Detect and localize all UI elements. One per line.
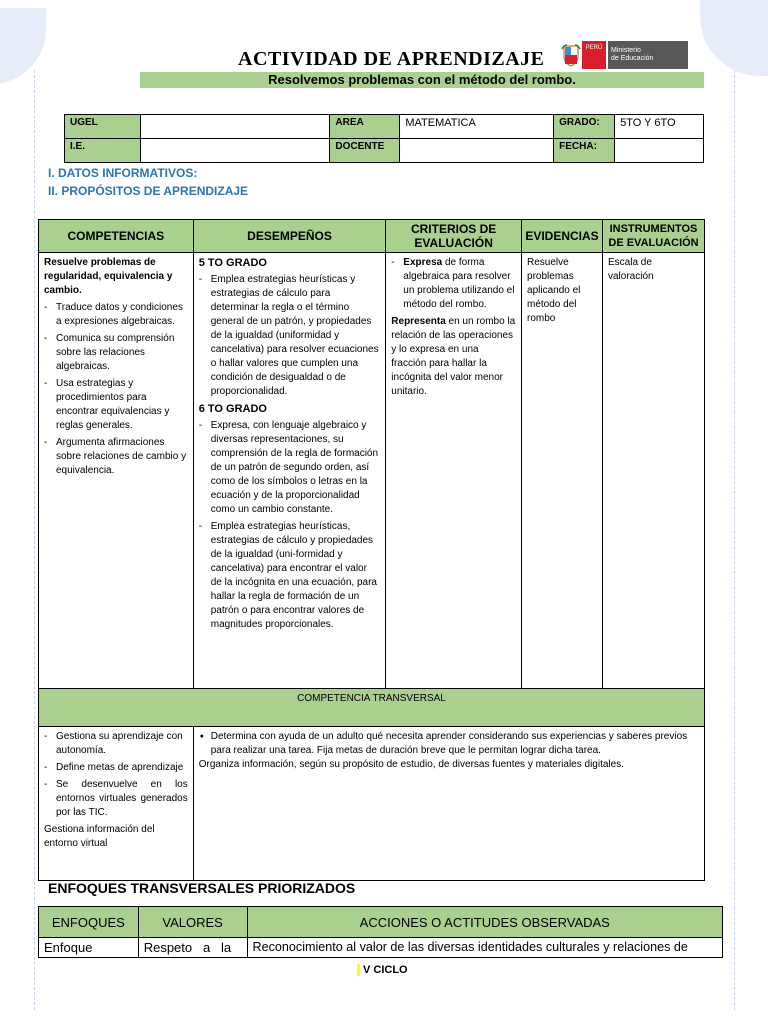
ugel-value (140, 115, 330, 139)
transversal-bullet: ● Determina con ayuda de un adulto qué necesita aprender considerando sus experiencias y saberes previos para realizar una tarea. Fija metas de duración breve que le permitan lograr dicha tarea. (199, 730, 699, 758)
header-acciones: ACCIONES O ACTITUDES OBSERVADAS (247, 907, 723, 938)
transversal-item: - Se desenvuelve en los entornos virtuales generados por las TIC. (44, 778, 188, 820)
transversal-competencias-cell (39, 727, 194, 881)
desempeno-item: - Expresa, con lenguaje algebraico y diversas representaciones, su comprensión de la regla de formación de un patrón de segundo orden, así como de los símbolos o letras en la ecuación y de la proporcionalidad como un cambio constante. (199, 419, 381, 517)
header-competencias: COMPETENCIAS (39, 220, 194, 253)
area-label: AREA (330, 115, 400, 139)
transversal-extra: Gestiona información del entorno virtual (44, 824, 155, 849)
competencia-title: Resuelve problemas de regularidad, equivalencia y cambio. (44, 257, 173, 296)
competencias-cell (39, 253, 194, 689)
page-border-right (734, 70, 735, 1010)
ministry-line-1: Ministerio (611, 47, 641, 54)
competencia-item: - Traduce datos y condiciones a expresiones algebraicas. (44, 301, 188, 329)
transversal-item: - Gestiona su aprendizaje con autonomía. (44, 730, 188, 758)
area-value: MATEMATICA (400, 115, 554, 139)
decorative-shape-left (0, 8, 46, 84)
header-instrumentos: INSTRUMENTOS DE EVALUACIÓN (603, 220, 705, 253)
grade5-title: 5 TO GRADO (198, 257, 267, 269)
valor-cell: Respeto a la (138, 938, 247, 958)
criterio-item (391, 256, 516, 312)
docente-label: DOCENTE (330, 139, 400, 163)
criterio-verb: Expresa (403, 257, 443, 268)
session-subtitle: Resolvemos problemas con el método del rombo. (140, 72, 704, 88)
competencia-item: - Comunica su comprensión sobre las relaciones algebraicas. (44, 332, 188, 374)
criterio-item (391, 315, 516, 399)
section-datos-informativos: I. DATOS INFORMATIVOS: (48, 166, 198, 180)
fecha-value (615, 139, 704, 163)
ugel-label: UGEL (65, 115, 141, 139)
evidencias-cell: Resuelve problemas aplicando el método del rombo (522, 253, 603, 689)
transversal-text: Organiza información, según su propósito de estudio, de diversas fuentes y materiales digitales. (198, 759, 624, 770)
header-criterios: CRITERIOS DE EVALUACIÓN (386, 220, 522, 253)
peru-label: PERÚ (582, 41, 606, 69)
ie-label: I.E. (65, 139, 141, 163)
instrumentos-cell: Escala de valoración (603, 253, 705, 689)
header-valores: VALORES (138, 907, 247, 938)
decorative-shape-right (700, 0, 768, 76)
enfoque-cell: Enfoque (39, 938, 139, 958)
docente-value (400, 139, 554, 163)
grado-label: GRADO: (554, 115, 615, 139)
minedu-logo (560, 41, 688, 69)
footer-cycle: V CICLO (357, 964, 408, 976)
transversal-item: - Define metas de aprendizaje (44, 761, 188, 775)
competencia-item: - Argumenta afirmaciones sobre relaciones de cambio y equivalencia. (44, 436, 188, 478)
page-border-left (34, 70, 35, 1010)
enfoques-table (38, 906, 723, 958)
ministry-line-2: de Educación (611, 55, 654, 62)
transversal-desempenos-cell (193, 727, 704, 881)
criterios-cell (386, 253, 522, 689)
transversal-title: COMPETENCIA TRANSVERSAL (39, 689, 705, 727)
fecha-label: FECHA: (554, 139, 615, 163)
coat-of-arms-icon (560, 41, 582, 69)
desempenos-cell (193, 253, 386, 689)
ie-value (140, 139, 330, 163)
purposes-table (38, 219, 705, 881)
grado-value: 5TO Y 6TO (615, 115, 704, 139)
info-table (64, 114, 704, 163)
desempeno-item: - Emplea estrategias heurísticas y estrategias de cálculo para determinar la regla o el término general de un patrón, y propiedades de la igualdad (uniformidad y cancelativa) para resolver ecuaciones o hallar valores que cumplen una condición de desigualdad o de proporcionalidad. (199, 273, 381, 399)
criterio-text: de forma algebraica para resolver un problema utilizando el método del rombo. (403, 257, 515, 310)
grade6-title: 6 TO GRADO (198, 403, 267, 415)
criterio-text: en un rombo la relación de las operaciones y lo expresa en una fracción para hallar la incógnita del valor menor unitario. (391, 316, 516, 397)
enfoques-heading: ENFOQUES TRANSVERSALES PRIORIZADOS (48, 880, 356, 896)
page-title: ACTIVIDAD DE APRENDIZAJE (238, 48, 545, 70)
header-enfoques: ENFOQUES (39, 907, 139, 938)
header-evidencias: EVIDENCIAS (522, 220, 603, 253)
criterio-verb: Representa (391, 316, 446, 327)
desempeno-item: - Emplea estrategias heurísticas, estrategias de cálculo y propiedades de la igualdad (uni-formidad y cancelativa) para encontrar el valor de la incógnita en una ecuación, para hallar la regla de formación de un patrón o para encontrar valores de magnitudes proporcionales. (199, 520, 381, 632)
ministry-label (608, 41, 688, 69)
section-propositos: II. PROPÓSITOS DE APRENDIZAJE (48, 184, 249, 198)
competencia-item: - Usa estrategias y procedimientos para encontrar equivalencias y reglas generales. (44, 377, 188, 433)
accion-cell: Reconocimiento al valor de las diversas identidades culturales y relaciones de (247, 938, 723, 958)
header-desempenos: DESEMPEÑOS (193, 220, 386, 253)
